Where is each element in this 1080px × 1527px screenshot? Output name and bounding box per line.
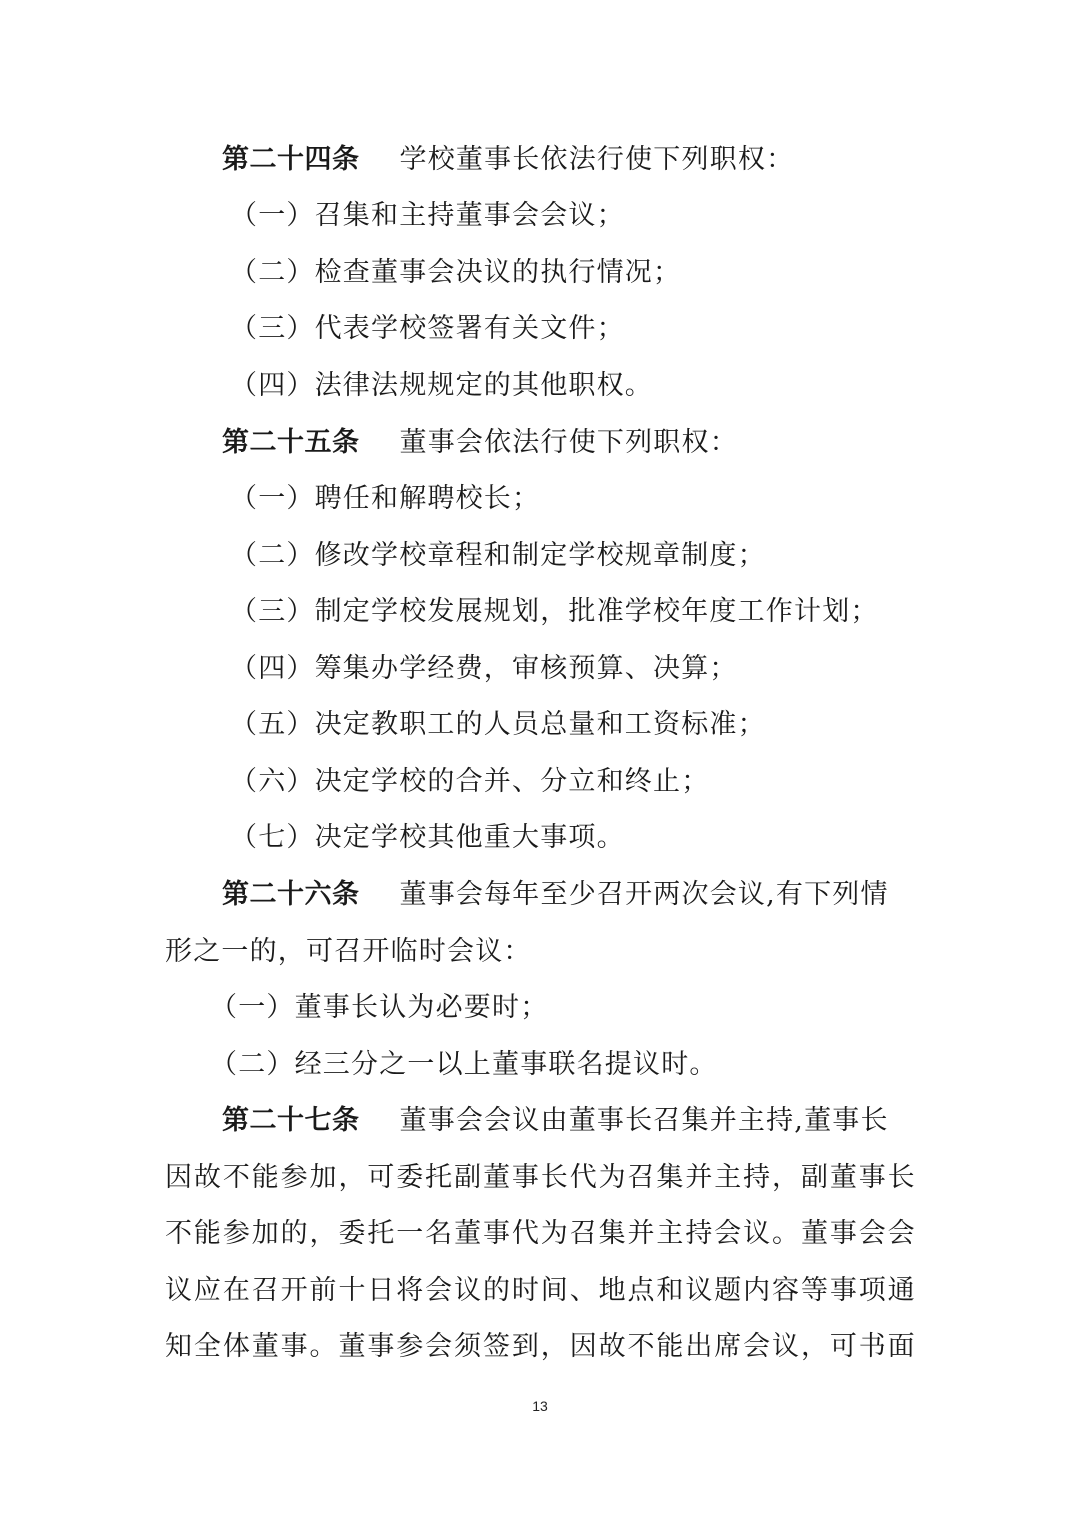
article-27-text: 董事会会议由董事长召集并主持,董事长 [399,1105,889,1136]
list-item: （一）聘任和解聘校长； [230,483,541,514]
list-item: （三）代表学校签署有关文件； [230,313,625,344]
article-27-heading [222,1104,889,1138]
article-26-title: 第二十六条 [222,879,360,910]
article-25-title: 第二十五条 [222,427,360,458]
page-number: 13 [532,1398,548,1414]
paragraph-line: 因 故 不 能 参 加 ， 可 委 托 副 董 事 长 代 为 召 集 并 主 持 ， 副 董 事 长 [165,1162,915,1193]
list-item: （五）决定教职工的人员总量和工资标准； [230,709,766,740]
list-item: （六）决定学校的合并、分立和终止； [230,766,710,797]
article-24-heading [222,143,794,177]
list-item: （二）经三分之一以上董事联名提议时。 [210,1049,718,1080]
article-26-heading [222,878,889,912]
article-25-heading [222,426,738,460]
article-26-text: 董事会每年至少召开两次会议,有下列情 [399,879,889,910]
list-item: （四）法律法规规定的其他职权。 [230,370,653,401]
list-item: （二）检查董事会决议的执行情况； [230,257,682,288]
article-24-title: 第二十四条 [222,144,360,175]
article-25-text: 董事会依法行使下列职权： [399,427,738,458]
article-27-title: 第二十七条 [222,1105,360,1136]
list-item: （一）董事长认为必要时； [210,992,549,1023]
list-item: （四）筹集办学经费，审核预算、决算； [230,653,738,684]
list-item: （二）修改学校章程和制定学校规章制度； [230,540,766,571]
list-item: （一）召集和主持董事会会议； [230,200,625,231]
list-item: （七）决定学校其他重大事项。 [230,822,625,853]
paragraph-line: 形之一的，可召开临时会议： [165,936,532,967]
article-24-text: 学校董事长依法行使下列职权： [399,144,795,175]
paragraph-line: 议 应 在 召 开 前 十 日 将 会 议 的 时 间 、 地 点 和 议 题 内 容 等 事 项 通 [165,1275,915,1306]
paragraph-line: 知 全 体 董 事 。 董 事 参 会 须 签 到 ， 因 故 不 能 出 席 会 议 ， 可 书 面 [165,1331,915,1362]
paragraph-line: 不 能 参 加 的 ， 委 托 一 名 董 事 代 为 召 集 并 主 持 会 议 。 董 事 会 会 [165,1218,915,1249]
list-item: （三）制定学校发展规划，批准学校年度工作计划； [230,596,879,627]
